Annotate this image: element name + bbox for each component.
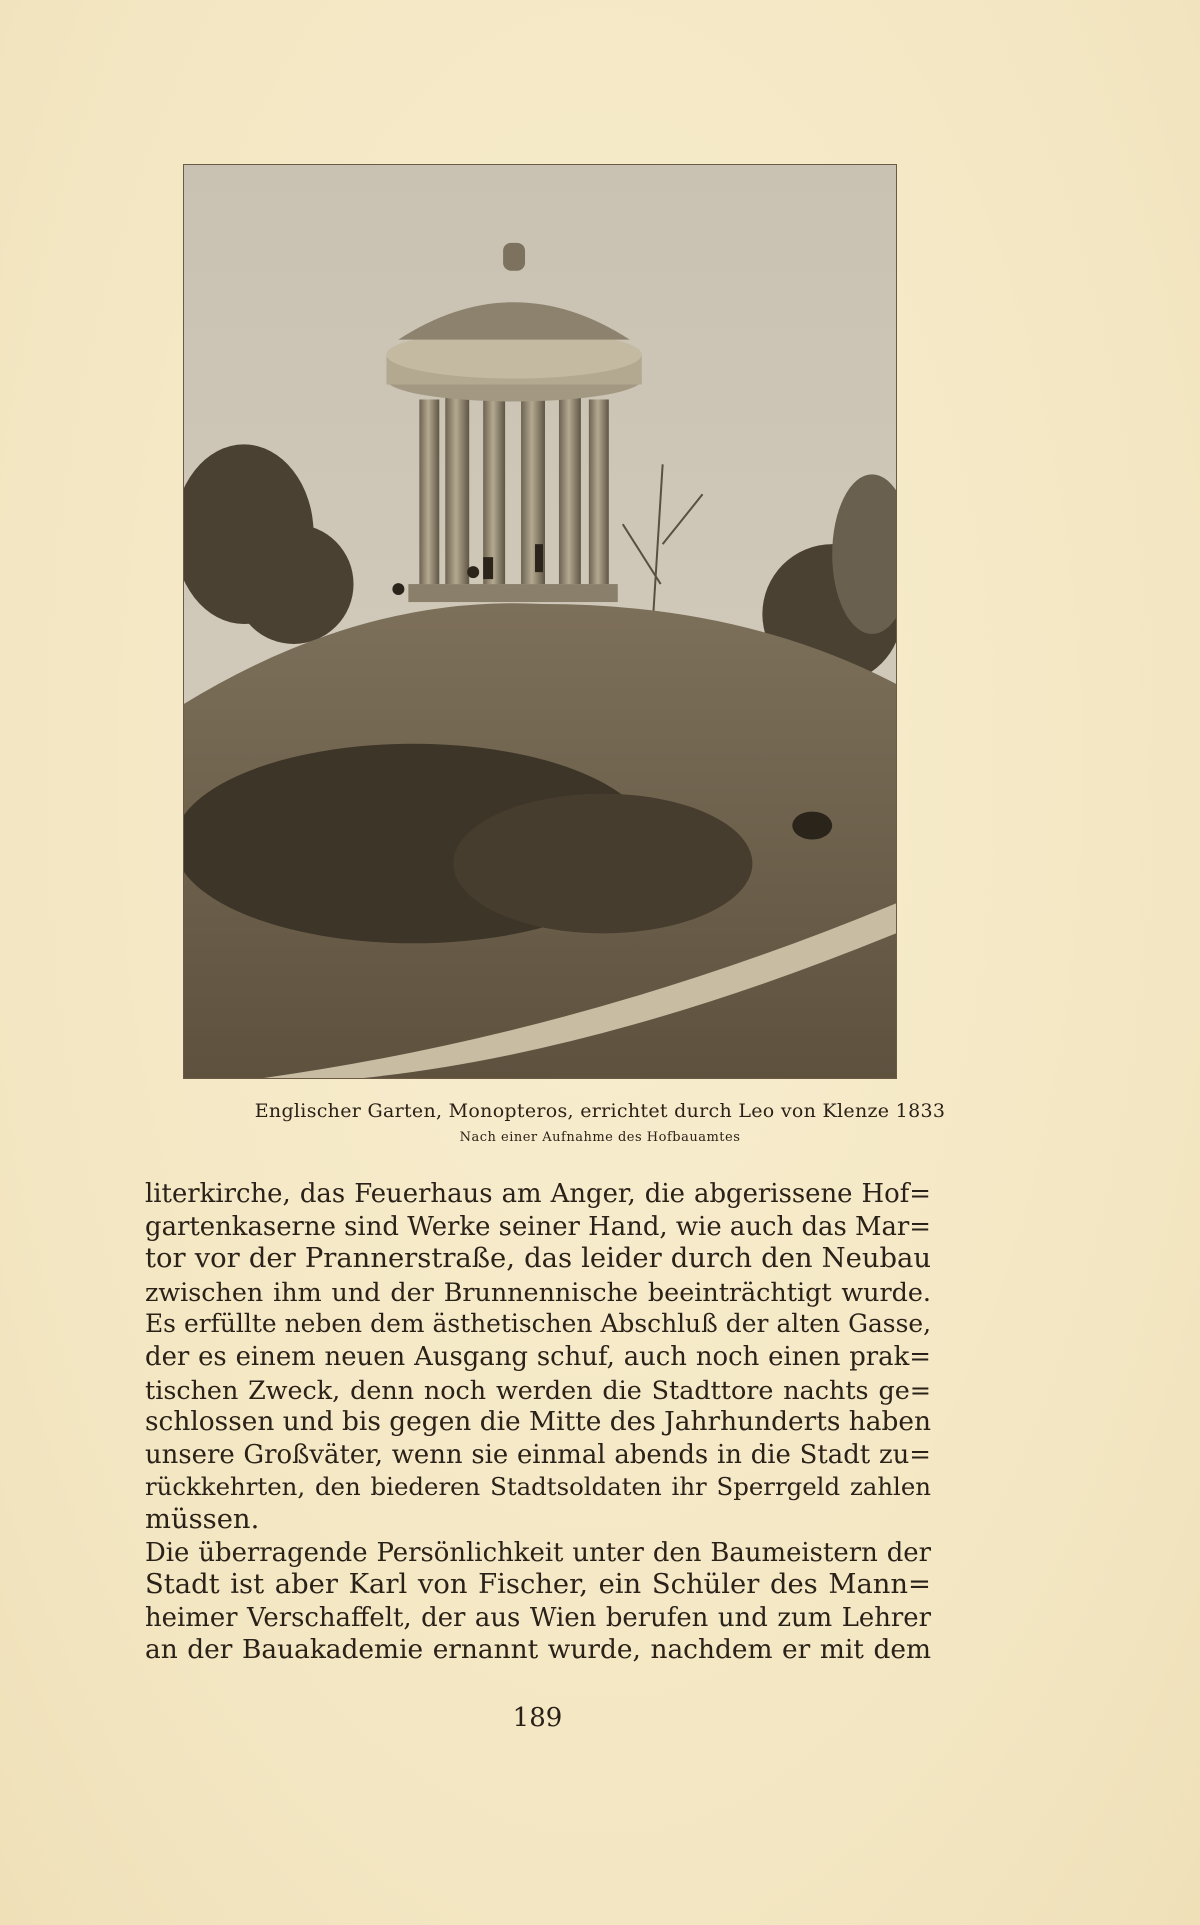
text-line: unsere Großväter, wenn sie einmal abends in die Stadt zu=: [145, 1439, 931, 1470]
text-line: zwischen ihm und der Brunnennische beeinträchtigt wurde.: [145, 1276, 931, 1307]
text-line: gartenkaserne sind Werke seiner Hand, wie auch das Mar=: [145, 1211, 931, 1242]
text-line: literkirche, das Feuerhaus am Anger, die abgerissene Hof=: [145, 1179, 931, 1209]
text-line: schlossen und bis gegen die Mitte des Jahrhunderts haben: [145, 1406, 931, 1438]
text-line: Die überragende Persönlichkeit unter den Baumeistern der: [145, 1537, 931, 1568]
text-line: der es einem neuen Ausgang schuf, auch noch einen prak=: [145, 1341, 931, 1372]
plate-caption: Englischer Garten, Monopteros, errichtet durch Leo von Klenze 1833: [254, 1100, 946, 1122]
text-line: tor vor der Prannerstraße, das leider durch den Neubau: [145, 1243, 931, 1275]
text-line: müssen.: [145, 1503, 260, 1535]
text-line: Stadt ist aber Karl von Fischer, ein Schüler des Mann=: [145, 1569, 931, 1601]
photo-plate: [183, 164, 897, 1079]
body-text: [145, 1178, 931, 1667]
plate-credit: Nach einer Aufnahme des Hofbauamtes: [459, 1130, 741, 1145]
text-line: Es erfüllte neben dem ästhetischen Abschluß der alten Gasse,: [145, 1309, 931, 1339]
text-line: tischen Zweck, denn noch werden die Stadttore nachts ge=: [145, 1374, 931, 1405]
monopteros-photo: [184, 165, 896, 1078]
text-line: heimer Verschaffelt, der aus Wien berufen und zum Lehrer: [145, 1602, 931, 1633]
page-number: 189: [512, 1703, 563, 1733]
text-line: rückkehrten, den biederen Stadtsoldaten ihr Sperrgeld zahlen: [145, 1472, 931, 1502]
text-line: an der Bauakademie ernannt wurde, nachdem er mit dem: [145, 1634, 931, 1666]
